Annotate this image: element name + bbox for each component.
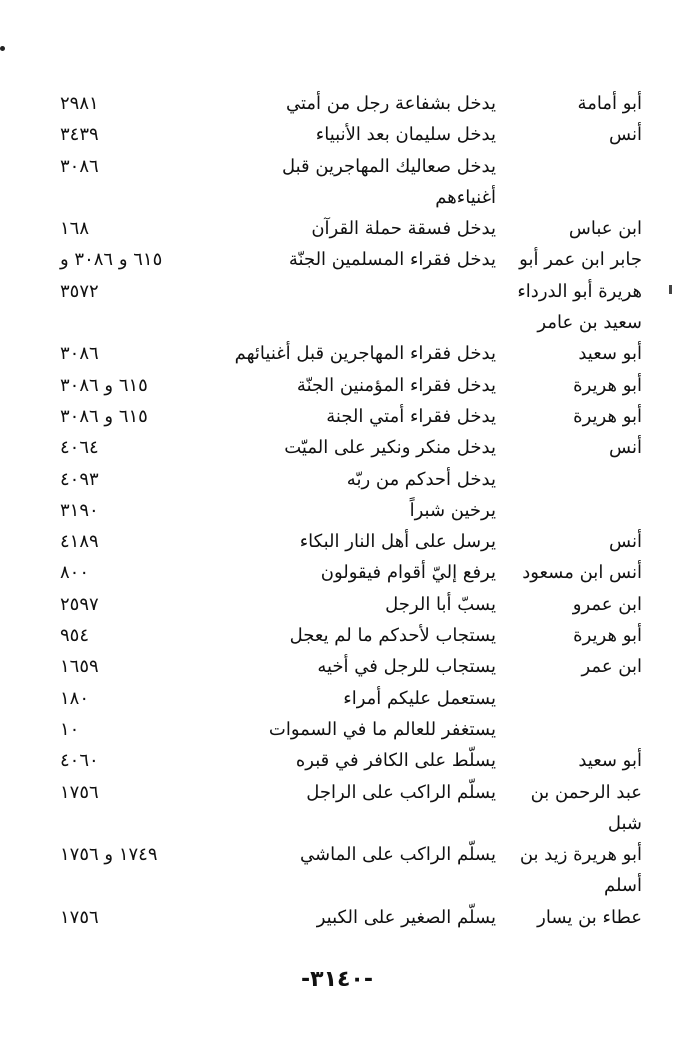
index-row (60, 338, 642, 369)
reference-number: ٦١٥ و ٣٠٨٦ (60, 405, 148, 427)
hadith-text: يستجاب لأحدكم ما لم يعجل (289, 625, 496, 647)
hadith-text: يدخل أحدكم من ربّه (346, 468, 496, 490)
index-row (60, 182, 642, 213)
reference-number: ١٧٥٦ (60, 781, 99, 803)
index-row (60, 745, 642, 776)
hadith-text: يدخل فقراء أمتي الجنة (326, 405, 496, 427)
hadith-text: يرسل على أهل النار البكاء (299, 531, 496, 553)
narrator: هريرة أبو الدرداء (517, 280, 642, 302)
index-row (60, 495, 642, 526)
reference-number: ٤٠٩٣ (60, 468, 99, 490)
narrator: أبو سعيد (578, 750, 642, 772)
hadith-text: يدخل فقراء المؤمنين الجنّة (296, 374, 496, 396)
narrator: ابن عمر (581, 656, 642, 678)
reference-number: ٢٩٨١ (60, 93, 99, 114)
hadith-text: أغنياءهم (435, 186, 496, 208)
hadith-text: يستغفر للعالم ما في السموات (268, 718, 496, 740)
hadith-text: يسلّم الصغير على الكبير (316, 906, 496, 928)
narrator: عطاء بن يسار (537, 906, 642, 928)
narrator: عبد الرحمن بن (530, 781, 642, 803)
hadith-text: يرفع إليّ أقوام فيقولون (320, 562, 496, 584)
index-row (60, 464, 642, 495)
reference-number: ٩٥٤ (60, 625, 90, 647)
reference-number: ٣٠٨٦ (60, 155, 99, 177)
reference-number: ٢٥٩٧ (60, 593, 99, 615)
hadith-text: يسبّ أبا الرجل (385, 593, 496, 615)
narrator: ابن عمرو (572, 593, 642, 615)
narrator: أبو أمامة (577, 93, 642, 114)
narrator: جابر ابن عمر أبو (519, 249, 642, 271)
reference-number: ١٧٤٩ و ١٧٥٦ (60, 844, 158, 866)
index-row (60, 119, 642, 150)
hadith-text: يدخل فسقة حملة القرآن (311, 218, 496, 240)
hadith-text: يستجاب للرجل في أخيه (317, 656, 496, 678)
index-row (60, 307, 642, 338)
index-row (60, 651, 642, 682)
hadith-text: يدخل فقراء المسلمين الجنّة (288, 249, 496, 271)
narrator: أبو هريرة (573, 405, 642, 427)
reference-number: ٦١٥ و ٣٠٨٦ (60, 374, 148, 396)
margin-mark (669, 285, 672, 294)
reference-number: ١٦٨ (60, 218, 90, 240)
index-row (60, 839, 642, 870)
index-row (60, 276, 642, 307)
hadith-text: يدخل بشفاعة رجل من أمتي (285, 93, 496, 114)
narrator: أنس ابن مسعود (522, 562, 642, 584)
index-row (60, 589, 642, 620)
margin-dot (0, 46, 5, 51)
reference-number: ١٧٥٦ (60, 906, 99, 928)
narrator: أبو هريرة زيد بن (519, 844, 642, 866)
index-row (60, 401, 642, 432)
hadith-text: يسلّم الراكب على الراجل (306, 781, 496, 803)
index-row (60, 88, 642, 119)
hadith-text: يسلّط على الكافر في قبره (295, 750, 496, 772)
hadith-text: يدخل سليمان بعد الأنبياء (315, 124, 496, 146)
reference-number: ٣٥٧٢ (60, 280, 99, 302)
narrator: أبو هريرة (573, 625, 642, 647)
narrator: أنس (609, 437, 642, 459)
narrator: شبل (607, 812, 642, 834)
hadith-text: يرخين شبراً (409, 499, 496, 521)
hadith-text: يدخل فقراء المهاجرين قبل أغنيائهم (234, 343, 496, 365)
reference-number: ٤٠٦٤ (60, 437, 99, 459)
index-row (60, 808, 642, 839)
reference-number: ١٨٠ (60, 687, 90, 709)
reference-number: ٣١٩٠ (60, 499, 99, 521)
index-row (60, 620, 642, 651)
narrator: أنس (609, 124, 642, 146)
index-row (60, 244, 642, 275)
index-entries (60, 88, 642, 933)
narrator: أبو سعيد (578, 343, 642, 365)
narrator: سعيد بن عامر (537, 312, 642, 334)
hadith-text: يدخل منكر ونكير على الميّت (284, 437, 496, 459)
narrator: أبو هريرة (573, 374, 642, 396)
index-row (60, 870, 642, 901)
index-row (60, 370, 642, 401)
hadith-text: يدخل صعاليك المهاجرين قبل (281, 155, 496, 177)
index-row (60, 714, 642, 745)
reference-number: ١٠ (60, 718, 80, 740)
reference-number: ٨٠٠ (60, 562, 90, 584)
index-row (60, 151, 642, 182)
reference-number: ٦١٥ و ٣٠٨٦ و (60, 249, 163, 271)
index-row (60, 683, 642, 714)
hadith-text: يسلّم الراكب على الماشي (300, 844, 496, 866)
index-row (60, 557, 642, 588)
narrator: أسلم (603, 875, 642, 897)
narrator: أنس (609, 531, 642, 553)
reference-number: ٣٠٨٦ (60, 343, 99, 365)
index-row (60, 213, 642, 244)
reference-number: ٤٠٦٠ (60, 750, 99, 772)
narrator: ابن عباس (568, 218, 642, 240)
page-number: -٣١٤٠- (301, 967, 373, 992)
reference-number: ١٦٥٩ (60, 656, 99, 678)
index-row (60, 526, 642, 557)
index-row (60, 777, 642, 808)
index-row (60, 902, 642, 933)
reference-number: ٣٤٣٩ (60, 124, 99, 146)
index-row (60, 432, 642, 463)
hadith-text: يستعمل عليكم أمراء (343, 687, 496, 709)
reference-number: ٤١٨٩ (60, 531, 99, 553)
